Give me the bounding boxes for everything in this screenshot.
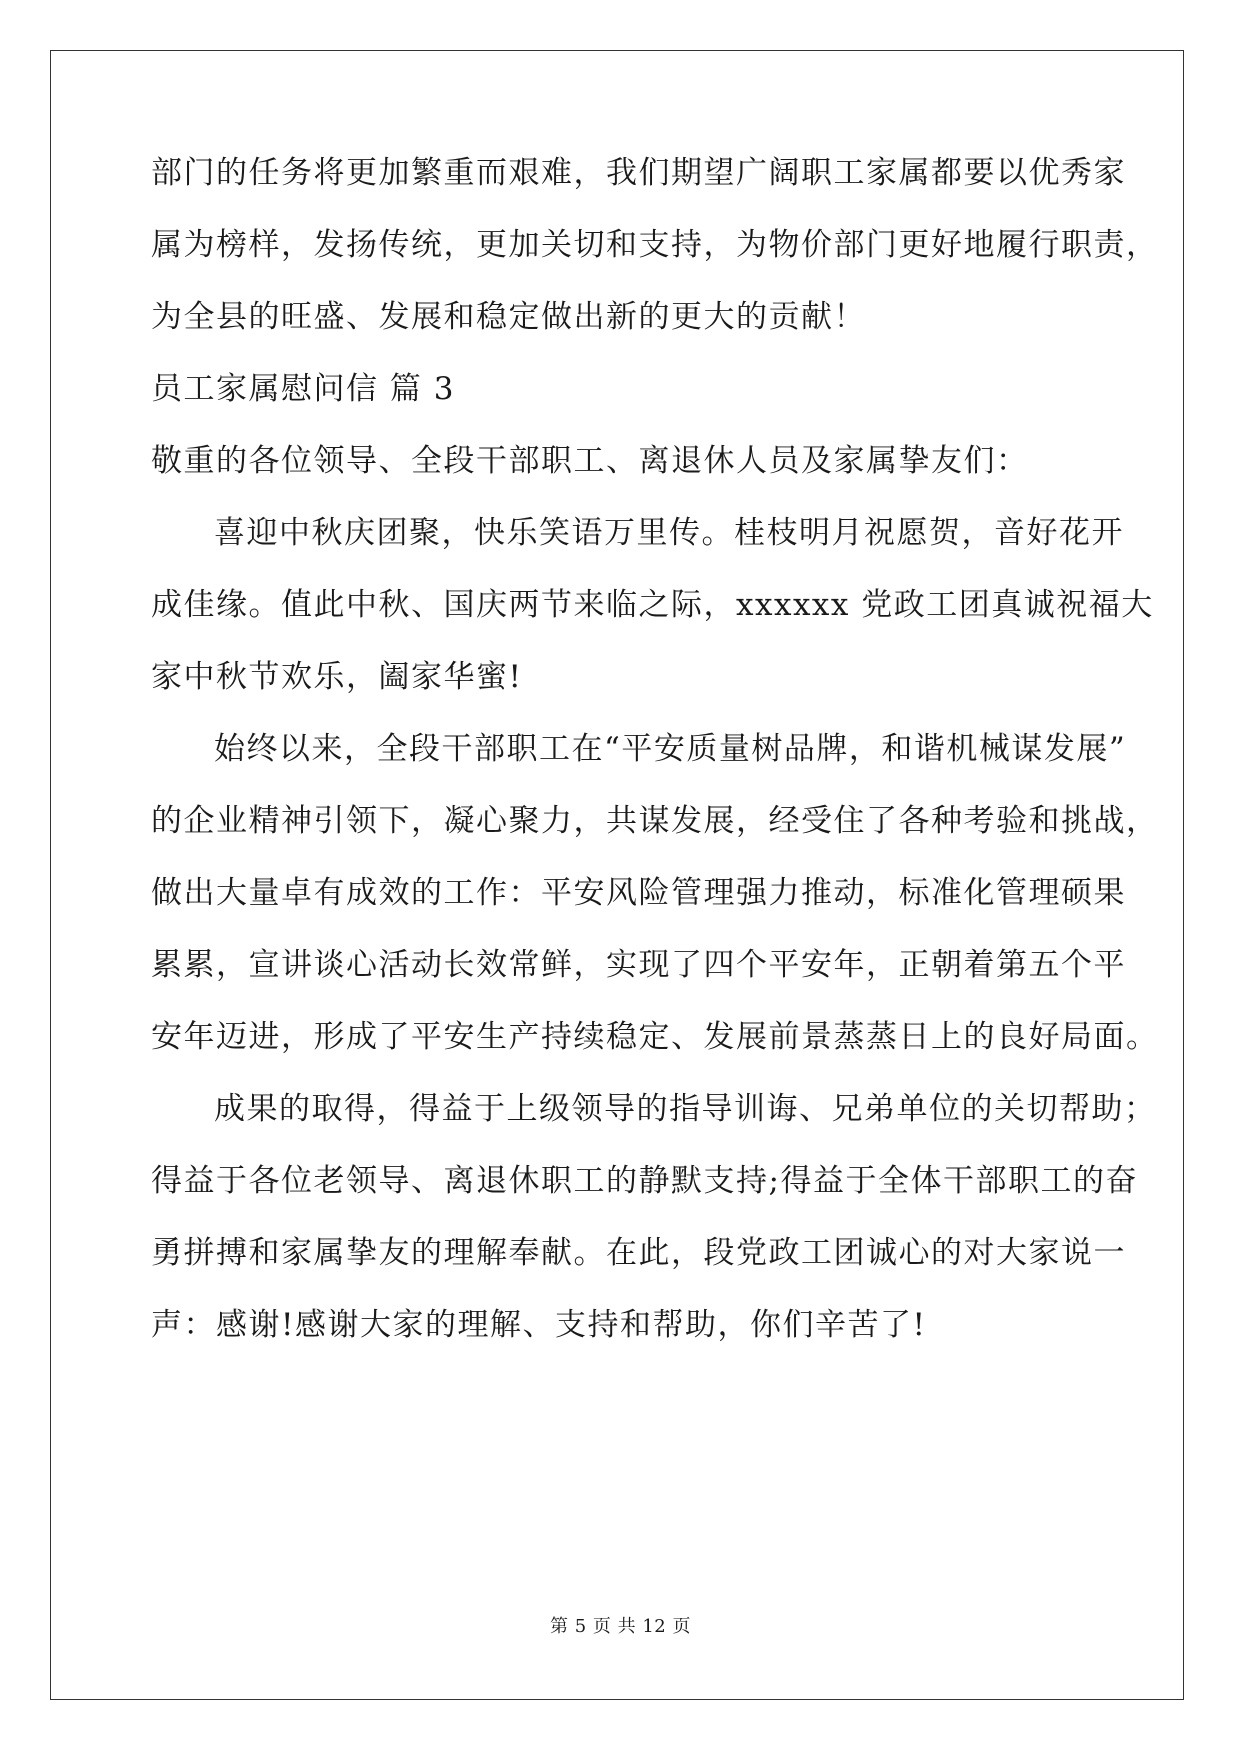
text-line: 得益于各位老领导、离退休职工的静默支持;得益于全体干部职工的奋 — [151, 1163, 1138, 1199]
text-line: 始终以来，全段干部职工在“平安质量树品牌，和谐机械谋发展” — [214, 731, 1127, 767]
page-number: 第 5 页 共 12 页 — [550, 1616, 691, 1637]
text-line: 家中秋节欢乐，阖家华蜜! — [151, 659, 523, 695]
text-line: 属为榜样，发扬传统，更加关切和支持，为物价部门更好地履行职责， — [151, 227, 1159, 263]
salutation: 敬重的各位领导、全段干部职工、离退休人员及家属挚友们： — [151, 443, 1029, 479]
text-line: 安年迈进，形成了平安生产持续稳定、发展前景蒸蒸日上的良好局面。 — [151, 1019, 1159, 1055]
text-line: 勇拼搏和家属挚友的理解奉献。在此，段党政工团诚心的对大家说一 — [151, 1235, 1126, 1271]
text-line: 部门的任务将更加繁重而艰难，我们期望广阔职工家属都要以优秀家 — [151, 155, 1126, 191]
text-line: 声：感谢!感谢大家的理解、支持和帮助，你们辛苦了! — [151, 1307, 927, 1343]
text-line: 成果的取得，得益于上级领导的指导训诲、兄弟单位的关切帮助； — [214, 1091, 1157, 1127]
text-line: 喜迎中秋庆团聚，快乐笑语万里传。桂枝明月祝愿贺，音好花开 — [214, 515, 1124, 551]
text-line: 成佳缘。值此中秋、国庆两节来临之际，xxxxxx 党政工团真诚祝福大 — [151, 587, 1154, 623]
text-line: 为全县的旺盛、发展和稳定做出新的更大的贡献！ — [151, 299, 866, 335]
text-line: 的企业精神引领下，凝心聚力，共谋发展，经受住了各种考验和挑战， — [151, 803, 1159, 839]
section-heading: 员工家属慰问信 篇 3 — [151, 371, 455, 407]
text-line: 累累，宣讲谈心活动长效常鲜，实现了四个平安年，正朝着第五个平 — [151, 947, 1126, 983]
text-line: 做出大量卓有成效的工作：平安风险管理强力推动，标准化管理硕果 — [151, 875, 1126, 911]
